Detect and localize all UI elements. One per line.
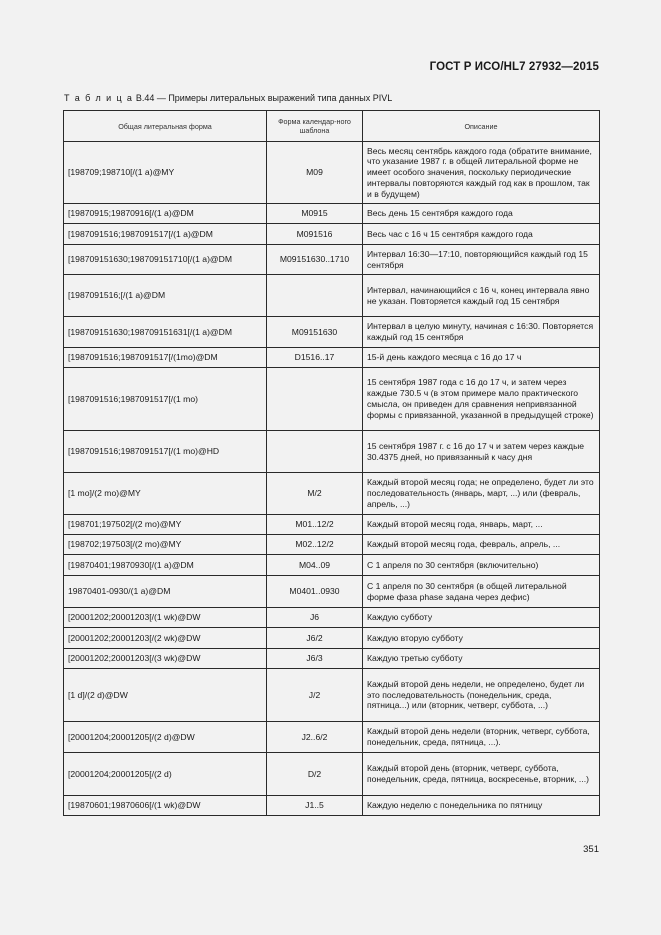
- calendar-template-cell: M/2: [267, 473, 363, 515]
- table-caption: [64, 93, 392, 103]
- description-cell: Весь час с 16 ч 15 сентября каждого года: [363, 224, 600, 245]
- description-cell: Каждый второй месяц года; не определено, будет ли это последовательность (январь, март, ...) или (февраль, апрель, ...): [363, 473, 600, 515]
- description-cell: Каждый второй день недели, не определено, будет ли это последовательность (понедельник, среда, пятница...) или (вторник, четверг, суббота, ...): [363, 669, 600, 722]
- literal-form-cell: [20001202;20001203[/(2 wk)@DW: [64, 628, 267, 649]
- table-row: [64, 224, 600, 245]
- calendar-template-cell: M0401..0930: [267, 576, 363, 608]
- description-cell: Каждую третью субботу: [363, 649, 600, 669]
- column-header-description: Описание: [363, 111, 600, 142]
- table-row: [64, 317, 600, 348]
- description-cell: Каждый второй месяц года, январь, март, ...: [363, 515, 600, 535]
- literal-form-cell: [1987091516;1987091517[/(1 mo)@HD: [64, 431, 267, 473]
- table-row: [64, 628, 600, 649]
- literal-form-cell: [1987091516;1987091517[/(1 a)@DM: [64, 224, 267, 245]
- table-row: [64, 669, 600, 722]
- table-row: [64, 649, 600, 669]
- calendar-template-cell: D1516..17: [267, 348, 363, 368]
- description-cell: 15 сентября 1987 г. с 16 до 17 ч и затем через каждые 30.4375 дней, но привязанный к часу дня: [363, 431, 600, 473]
- description-cell: Весь месяц сентябрь каждого года (обратите внимание, что указание 1987 г. в общей литеральной форме не имеет особого значения, поскольку периодические интервалы повторяются каждый год как в прошлом, так и в будущем): [363, 142, 600, 204]
- literal-form-cell: [198709151630;198709151710[/(1 a)@DM: [64, 245, 267, 275]
- literal-form-cell: [19870401;19870930[/(1 a)@DM: [64, 555, 267, 576]
- literal-form-cell: 19870401-0930/(1 a)@DM: [64, 576, 267, 608]
- table-row: [64, 142, 600, 204]
- literal-form-cell: [19870601;19870606[/(1 wk)@DW: [64, 796, 267, 816]
- literal-form-cell: [1987091516;1987091517[/(1mo)@DM: [64, 348, 267, 368]
- calendar-template-cell: J6/3: [267, 649, 363, 669]
- calendar-template-cell: J2..6/2: [267, 722, 363, 753]
- table-row: [64, 555, 600, 576]
- calendar-template-cell: D/2: [267, 753, 363, 796]
- literal-form-cell: [1987091516;[/(1 a)@DM: [64, 275, 267, 317]
- table-row: [64, 368, 600, 431]
- literal-form-cell: [198702;197503[/(2 mo)@MY: [64, 535, 267, 555]
- calendar-template-cell: M09: [267, 142, 363, 204]
- caption-label: Т а б л и ц а: [64, 93, 134, 103]
- description-cell: Интервал в целую минуту, начиная с 16:30. Повторяется каждый год 15 сентября: [363, 317, 600, 348]
- literal-form-cell: [20001204;20001205[/(2 d): [64, 753, 267, 796]
- description-cell: Интервал, начинающийся с 16 ч, конец интервала явно не указан. Повторяется каждый год 15 сентября: [363, 275, 600, 317]
- table-row: [64, 753, 600, 796]
- table-row: [64, 576, 600, 608]
- calendar-template-cell: [267, 275, 363, 317]
- description-cell: 15 сентября 1987 года с 16 до 17 ч, и затем через каждые 730.5 ч (в этом примере мало практического смысла, он приведен для сравнения непривязанной формы с привязанной, указанной в предыдущей строке): [363, 368, 600, 431]
- table-row: [64, 515, 600, 535]
- description-cell: 15-й день каждого месяца с 16 до 17 ч: [363, 348, 600, 368]
- table-row: [64, 722, 600, 753]
- calendar-template-cell: M04..09: [267, 555, 363, 576]
- literal-form-cell: [1987091516;1987091517[/(1 mo): [64, 368, 267, 431]
- table-row: [64, 535, 600, 555]
- calendar-template-cell: M091516: [267, 224, 363, 245]
- column-header-calendar-template: Форма календар-ного шаблона: [267, 111, 363, 142]
- document-code: ГОСТ Р ИСО/HL7 27932—2015: [429, 61, 599, 73]
- description-cell: Каждую вторую субботу: [363, 628, 600, 649]
- literal-form-cell: [1 mo]/(2 mo)@MY: [64, 473, 267, 515]
- table-row: [64, 275, 600, 317]
- calendar-template-cell: M0915: [267, 204, 363, 224]
- calendar-template-cell: M01..12/2: [267, 515, 363, 535]
- calendar-template-cell: M09151630: [267, 317, 363, 348]
- calendar-template-cell: [267, 431, 363, 473]
- calendar-template-cell: [267, 368, 363, 431]
- description-cell: Каждую субботу: [363, 608, 600, 628]
- table-row: [64, 245, 600, 275]
- calendar-template-cell: J1..5: [267, 796, 363, 816]
- literal-form-cell: [20001202;20001203[/(1 wk)@DW: [64, 608, 267, 628]
- literal-form-cell: [20001204;20001205[/(2 d)@DW: [64, 722, 267, 753]
- description-cell: Каждый второй день недели (вторник, четверг, суббота, понедельник, среда, пятница, ...).: [363, 722, 600, 753]
- calendar-template-cell: M02..12/2: [267, 535, 363, 555]
- calendar-template-cell: J6: [267, 608, 363, 628]
- table-header-row: [64, 111, 600, 142]
- literal-form-cell: [198709;198710[/(1 a)@MY: [64, 142, 267, 204]
- table-row: [64, 796, 600, 816]
- table-row: [64, 473, 600, 515]
- description-cell: Весь день 15 сентября каждого года: [363, 204, 600, 224]
- literal-form-cell: [198709151630;198709151631[/(1 a)@DM: [64, 317, 267, 348]
- calendar-template-cell: M09151630..1710: [267, 245, 363, 275]
- description-cell: С 1 апреля по 30 сентября (включительно): [363, 555, 600, 576]
- page-number: 351: [583, 844, 599, 855]
- pivl-examples-table: [63, 110, 600, 816]
- description-cell: Каждую неделю с понедельника по пятницу: [363, 796, 600, 816]
- literal-form-cell: [1 d]/(2 d)@DW: [64, 669, 267, 722]
- table-row: [64, 348, 600, 368]
- table-row: [64, 608, 600, 628]
- column-header-literal-form: Общая литеральная форма: [64, 111, 267, 142]
- table-row: [64, 431, 600, 473]
- description-cell: Каждый второй месяц года, февраль, апрель, ...: [363, 535, 600, 555]
- table-row: [64, 204, 600, 224]
- calendar-template-cell: J/2: [267, 669, 363, 722]
- description-cell: Каждый второй день (вторник, четверг, суббота, понедельник, среда, пятница, воскресенье, вторник, ...): [363, 753, 600, 796]
- table-body: [64, 142, 600, 816]
- literal-form-cell: [198701;197502[/(2 mo)@MY: [64, 515, 267, 535]
- description-cell: С 1 апреля по 30 сентября (в общей литеральной форме фаза phase задана через дефис): [363, 576, 600, 608]
- literal-form-cell: [19870915;19870916[/(1 a)@DM: [64, 204, 267, 224]
- caption-text: В.44 — Примеры литеральных выражений типа данных PIVL: [133, 93, 393, 103]
- description-cell: Интервал 16:30—17:10, повторяющийся каждый год 15 сентября: [363, 245, 600, 275]
- calendar-template-cell: J6/2: [267, 628, 363, 649]
- literal-form-cell: [20001202;20001203[/(3 wk)@DW: [64, 649, 267, 669]
